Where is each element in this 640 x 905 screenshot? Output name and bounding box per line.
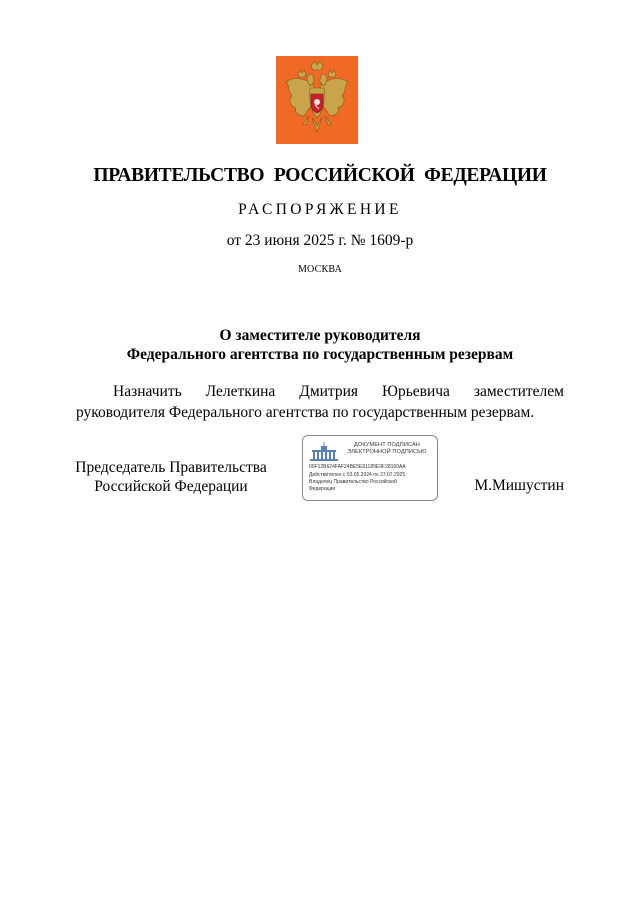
document-subject bbox=[0, 326, 640, 364]
body-word: Лелеткина bbox=[205, 383, 276, 400]
document-date-number: от 23 июня 2025 г. № 1609-р bbox=[226, 232, 414, 249]
signer-name: М.Мишустин bbox=[474, 477, 564, 494]
stamp-validity: Действителен с 03.05.2024 по 27.07.2025 bbox=[309, 472, 406, 478]
body-word: заместителем bbox=[473, 383, 564, 400]
subject-line-2: Федерального агентства по государственным резервам bbox=[126, 346, 514, 363]
subject-line-1: О заместителе руководителя bbox=[219, 327, 421, 344]
stamp-certificate: 00F12B624FAF24BE5E91189E9F28160AA bbox=[309, 464, 406, 470]
org-title: ПРАВИТЕЛЬСТВО РОССИЙСКОЙ ФЕДЕРАЦИИ bbox=[93, 165, 547, 186]
signer-role bbox=[66, 458, 276, 496]
document-body bbox=[76, 381, 564, 423]
stamp-title-line-2: ЭЛЕКТРОННОЙ ПОДПИСЬЮ bbox=[347, 449, 427, 455]
body-line-1 bbox=[76, 381, 564, 402]
body-line-2: руководителя Федерального агентства по государственным резервам. bbox=[76, 404, 535, 421]
stamp-title bbox=[339, 442, 435, 456]
coat-of-arms-icon bbox=[276, 56, 358, 144]
government-building-icon bbox=[309, 442, 339, 462]
stamp-title-line-1: ДОКУМЕНТ ПОДПИСАН bbox=[354, 442, 420, 448]
stamp-owner-line-1: Владелец Правительство Российской bbox=[309, 479, 397, 485]
signer-role-line-2: Российской Федерации bbox=[94, 478, 248, 495]
document-type: РАСПОРЯЖЕНИЕ bbox=[238, 201, 402, 218]
electronic-signature-stamp bbox=[302, 435, 438, 501]
body-word: Назначить bbox=[113, 383, 182, 400]
document-city: МОСКВА bbox=[297, 264, 343, 275]
signer-role-line-1: Председатель Правительства bbox=[75, 459, 267, 476]
body-word: Юрьевича bbox=[382, 383, 450, 400]
stamp-owner-line-2: Федерации bbox=[309, 486, 336, 492]
body-word: Дмитрия bbox=[299, 383, 359, 400]
